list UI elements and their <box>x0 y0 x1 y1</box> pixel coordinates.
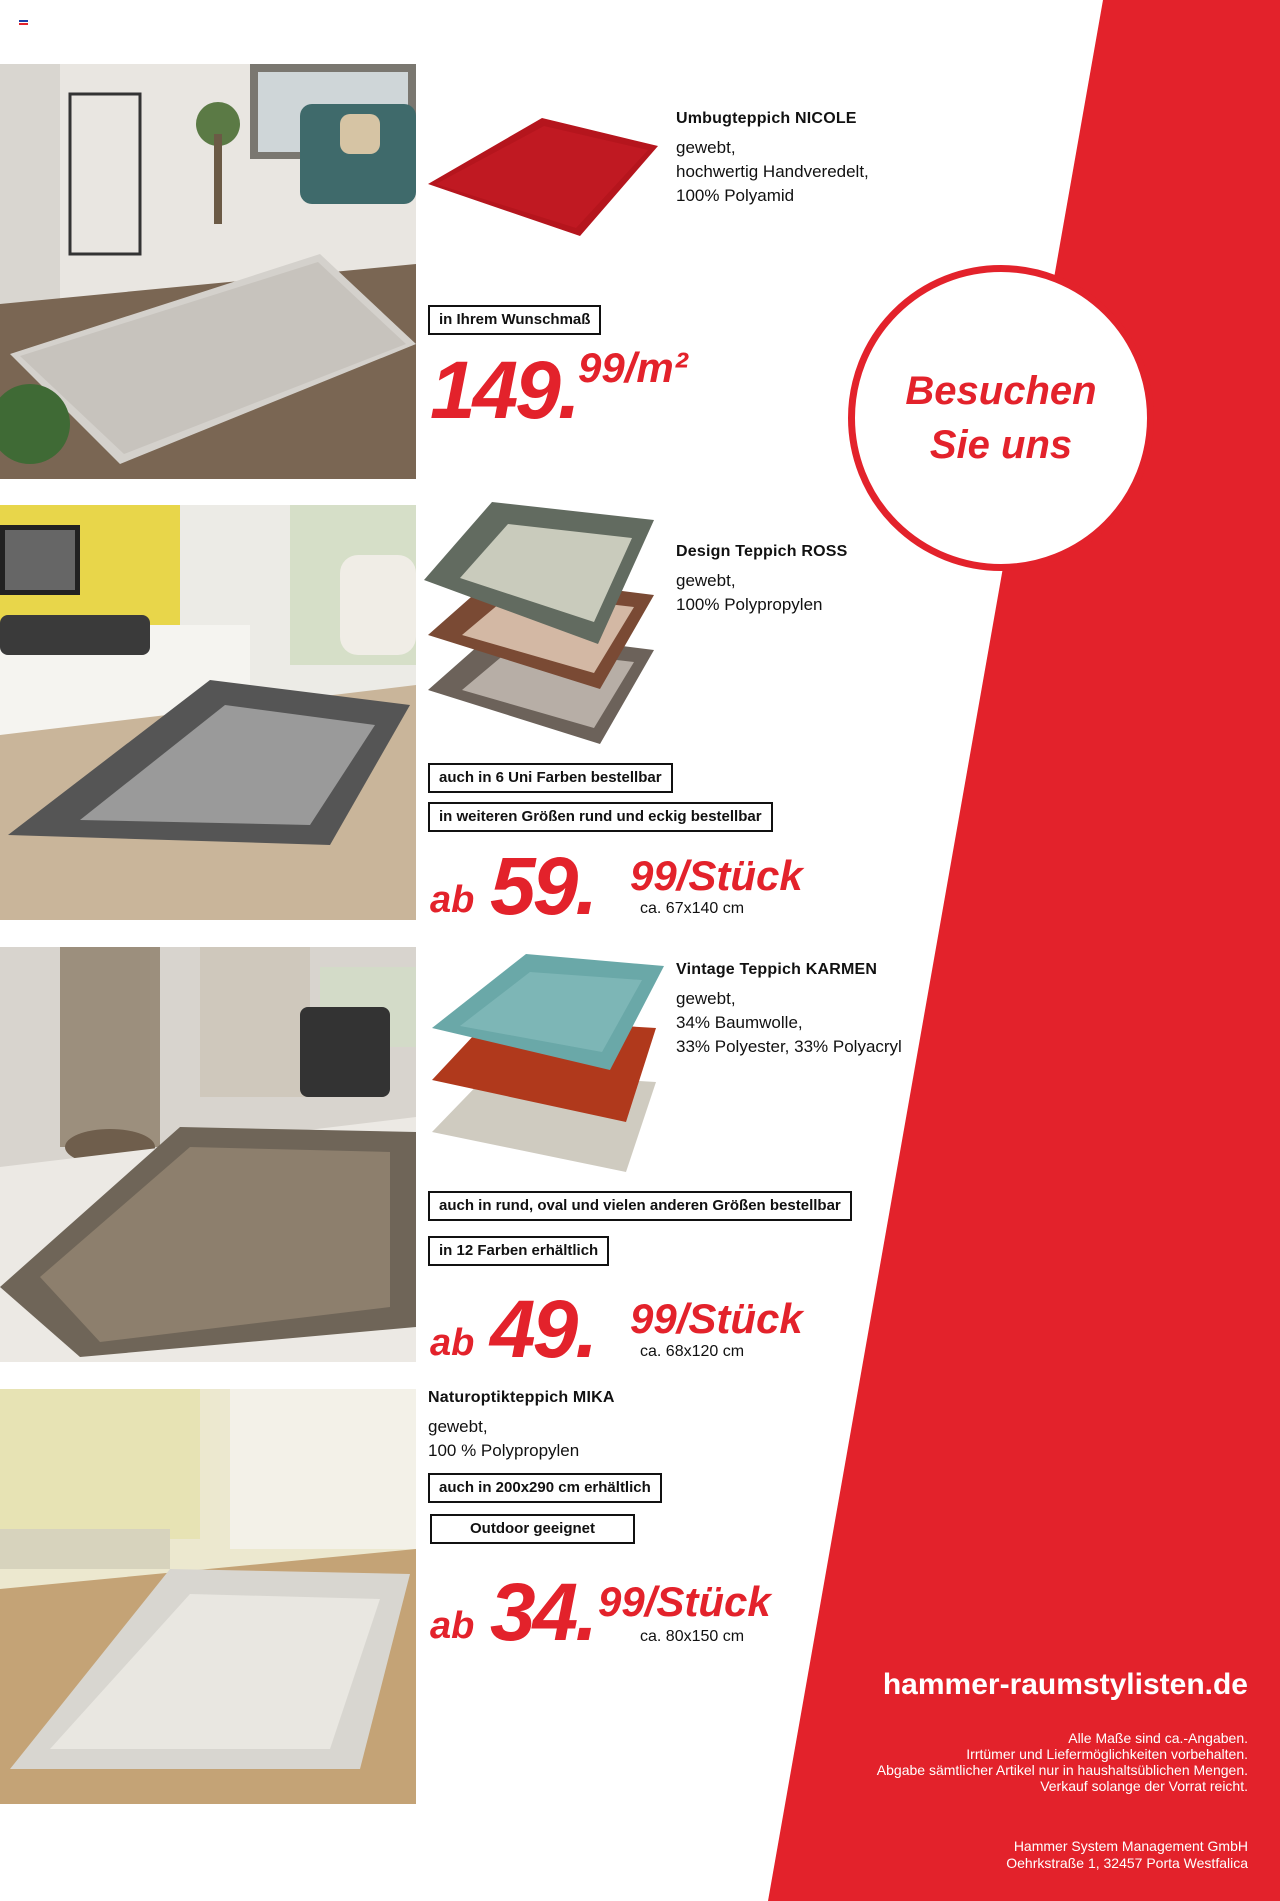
product-desc-line: hochwertig Handveredelt, <box>676 162 869 181</box>
tag-rund-oval: auch in rund, oval und vielen anderen Größen bestellbar <box>428 1191 852 1221</box>
website-link[interactable]: hammer-raumstylisten.de <box>882 1668 1248 1701</box>
price-karmen <box>430 1284 810 1375</box>
tag-200x290: auch in 200x290 cm erhältlich <box>428 1473 662 1503</box>
tag-uni-farben: auch in 6 Uni Farben bestellbar <box>428 763 673 793</box>
price-fraction: 99/m² <box>578 344 688 391</box>
price-prefix: ab <box>430 1605 475 1647</box>
company-address <box>1006 1838 1248 1872</box>
company-street: Oehrkstraße 1, 32457 Porta Westfalica <box>1006 1855 1248 1871</box>
product-title-mika: Naturoptikteppich MIKA <box>428 1389 615 1406</box>
room-photo-mika <box>0 1389 416 1804</box>
product-desc-ross <box>676 569 822 617</box>
product-desc-line: gewebt, <box>676 138 736 157</box>
circle-line-2: Sie uns <box>929 423 1073 467</box>
product-title-nicole: Umbugteppich NICOLE <box>676 110 857 127</box>
legal-line: Abgabe sämtlicher Artikel nur in haushaltsüblichen Mengen. <box>876 1762 1248 1778</box>
legal-line: Alle Maße sind ca.-Angaben. <box>1068 1730 1248 1746</box>
product-desc-karmen <box>676 987 902 1059</box>
price-fraction: 99/Stück <box>630 1295 803 1342</box>
circle-line-1: Besuchen <box>905 369 1097 413</box>
price-prefix: ab <box>430 879 475 921</box>
tag-12-farben: in 12 Farben erhältlich <box>428 1236 609 1266</box>
price-size: ca. 68x120 cm <box>640 1343 745 1360</box>
price-mika <box>430 1567 810 1658</box>
price-size: ca. 67x140 cm <box>640 900 745 917</box>
price-fraction: 99/Stück <box>630 852 803 899</box>
rug-image-nicole <box>426 116 660 240</box>
company-name: Hammer System Management GmbH <box>1013 1838 1248 1854</box>
price-main: 49. <box>490 1284 595 1375</box>
visit-us-circle <box>848 265 1154 571</box>
legal-line: Verkauf solange der Vorrat reicht. <box>1040 1778 1248 1794</box>
legal-line: Irrtümer und Liefermöglichkeiten vorbehalten. <box>966 1746 1248 1762</box>
price-ross <box>430 841 810 932</box>
tag-wunschmass: in Ihrem Wunschmaß <box>428 305 601 335</box>
room-photo-ross <box>0 505 416 920</box>
product-title-karmen: Vintage Teppich KARMEN <box>676 961 878 978</box>
product-desc-line: 100 % Polypropylen <box>428 1441 580 1460</box>
rug-image-ross <box>422 500 656 746</box>
product-desc-line: 100% Polypropylen <box>676 595 823 614</box>
product-desc-line: 100% Polyamid <box>676 186 795 205</box>
price-prefix: ab <box>430 1322 475 1364</box>
product-desc-line: gewebt, <box>676 571 736 590</box>
price-main: 34. <box>490 1567 595 1658</box>
tag-outdoor: Outdoor geeignet <box>430 1514 635 1544</box>
product-desc-line: 33% Polyester, 33% Polyacryl <box>676 1037 902 1056</box>
price-nicole <box>430 344 730 436</box>
legal-notice <box>877 1730 1248 1794</box>
price-size: ca. 80x150 cm <box>640 1628 745 1645</box>
price-main: 59. <box>490 841 595 932</box>
price-fraction: 99/Stück <box>598 1578 771 1625</box>
product-desc-nicole <box>676 136 869 208</box>
room-photo-karmen <box>0 947 416 1362</box>
product-desc-line: gewebt, <box>676 989 736 1008</box>
flag-icon <box>19 20 28 27</box>
product-desc-mika <box>428 1415 579 1463</box>
room-photo-nicole <box>0 64 416 479</box>
product-desc-line: gewebt, <box>428 1417 488 1436</box>
product-title-ross: Design Teppich ROSS <box>676 543 848 560</box>
price-main: 149. <box>430 345 578 436</box>
rug-image-karmen <box>430 952 666 1174</box>
product-desc-line: 34% Baumwolle, <box>676 1013 803 1032</box>
tag-weitere-groessen: in weiteren Größen rund und eckig bestellbar <box>428 802 773 832</box>
